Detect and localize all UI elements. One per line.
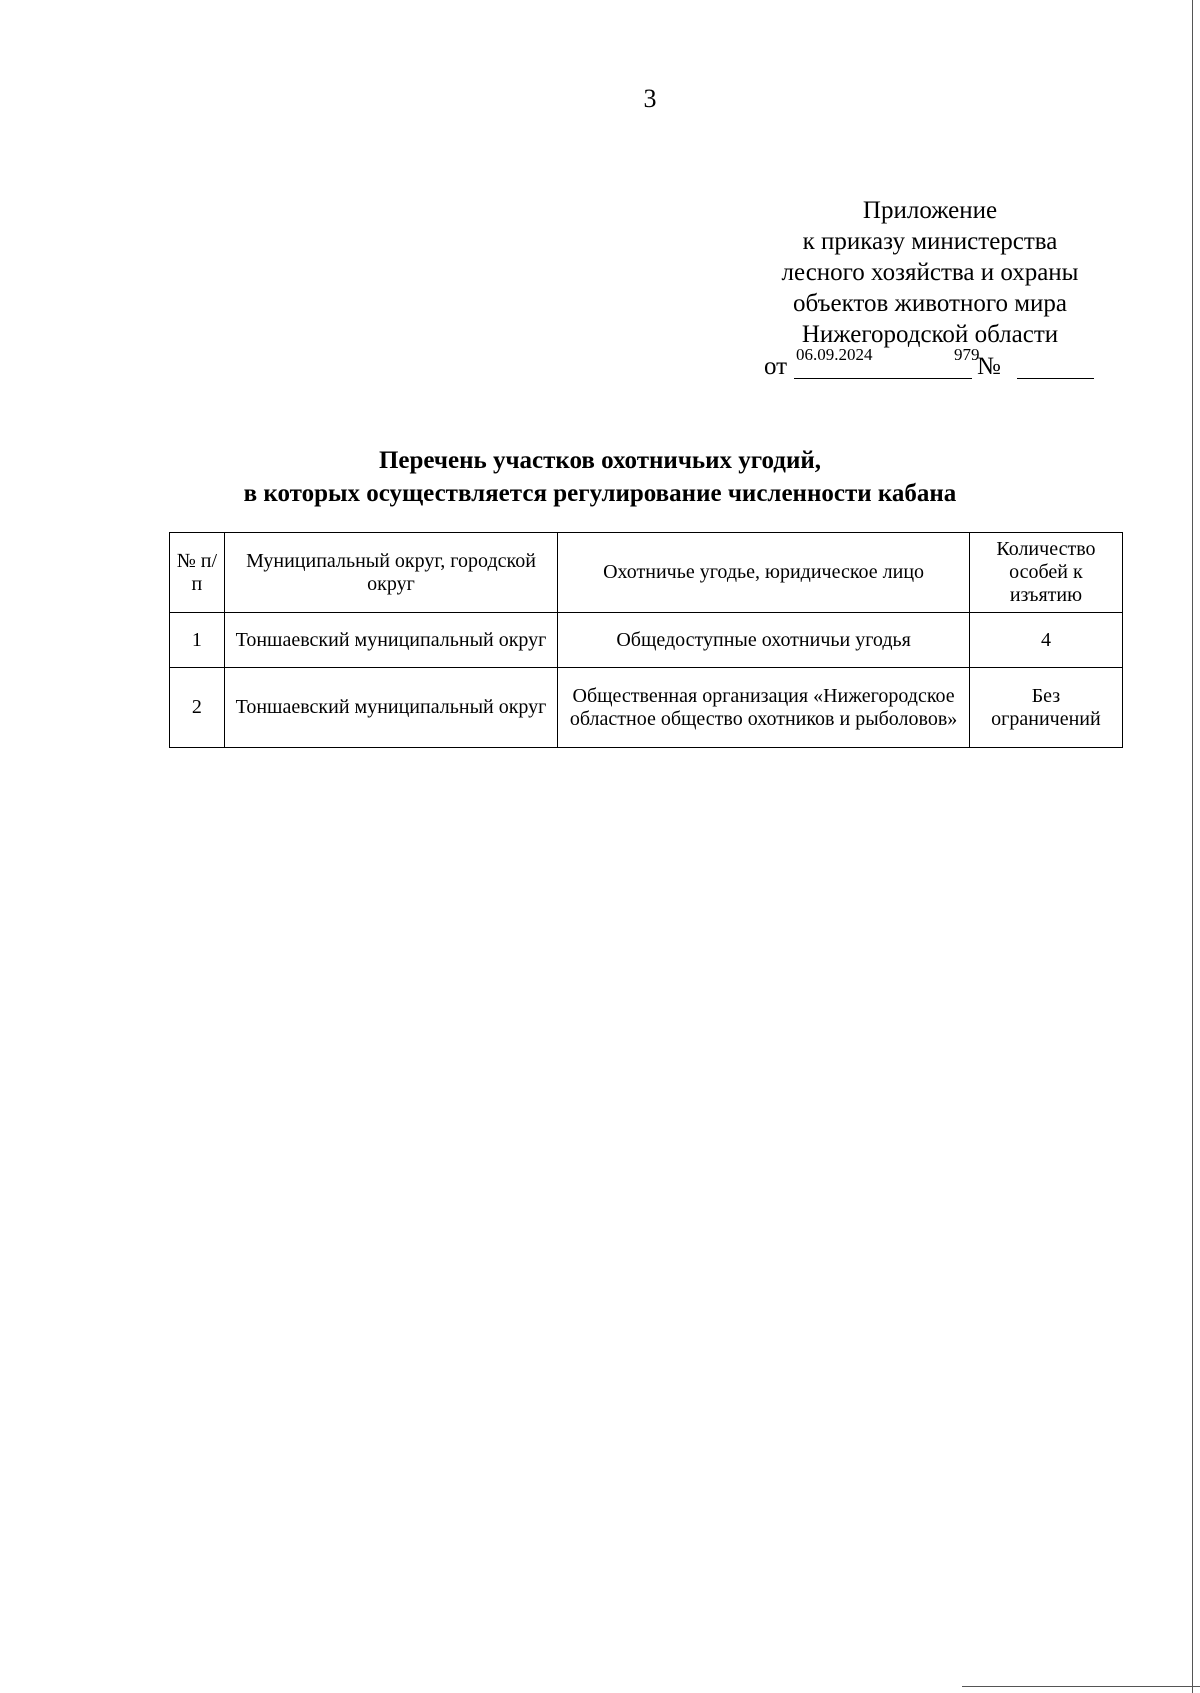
cell-area: Общественная организация «Нижегородское областное общество охотников и рыболовов»: [558, 668, 970, 748]
appendix-line: Приложение: [862, 197, 998, 224]
order-date-number-line: [764, 345, 1094, 382]
order-date: 06.09.2024: [796, 345, 873, 364]
title-line-2: в которых осуществляется регулирование численности кабана: [243, 480, 957, 507]
date-underline: [794, 378, 972, 379]
cell-district: Тоншаевский муниципальный округ: [224, 668, 558, 748]
header-district: Муниципальный округ, городской округ: [224, 533, 558, 613]
cell-count: 4: [969, 613, 1122, 668]
header-count: Количество особей к изъятию: [969, 533, 1122, 613]
order-number: 979: [954, 345, 980, 364]
scan-edge-horizontal-line: [962, 1686, 1200, 1687]
number-label: №: [977, 353, 1001, 380]
cell-count: Без ограничений: [969, 668, 1122, 748]
appendix-line: к приказу министерства: [802, 228, 1058, 255]
document-title: [0, 444, 1200, 510]
page-number: 3: [643, 84, 657, 113]
cell-num: 1: [170, 613, 225, 668]
cell-num: 2: [170, 668, 225, 748]
appendix-line: Нижегородской области: [801, 321, 1059, 348]
header-num: № п/п: [170, 533, 225, 613]
appendix-line: объектов животного мира: [792, 290, 1068, 317]
table-row: [170, 613, 1123, 668]
title-line-1: Перечень участков охотничьих угодий,: [378, 447, 822, 474]
hunting-areas-table: [169, 532, 1123, 748]
appendix-line: лесного хозяйства и охраны: [781, 259, 1079, 286]
number-underline: [1017, 378, 1094, 379]
header-area: Охотничье угодье, юридическое лицо: [558, 533, 970, 613]
from-label: от: [764, 353, 788, 380]
table-header-row: [170, 533, 1123, 613]
scan-edge-vertical-line: [1192, 0, 1193, 1693]
appendix-block: [730, 195, 1130, 350]
cell-district: Тоншаевский муниципальный округ: [224, 613, 558, 668]
cell-area: Общедоступные охотничьи угодья: [558, 613, 970, 668]
table-row: [170, 668, 1123, 748]
